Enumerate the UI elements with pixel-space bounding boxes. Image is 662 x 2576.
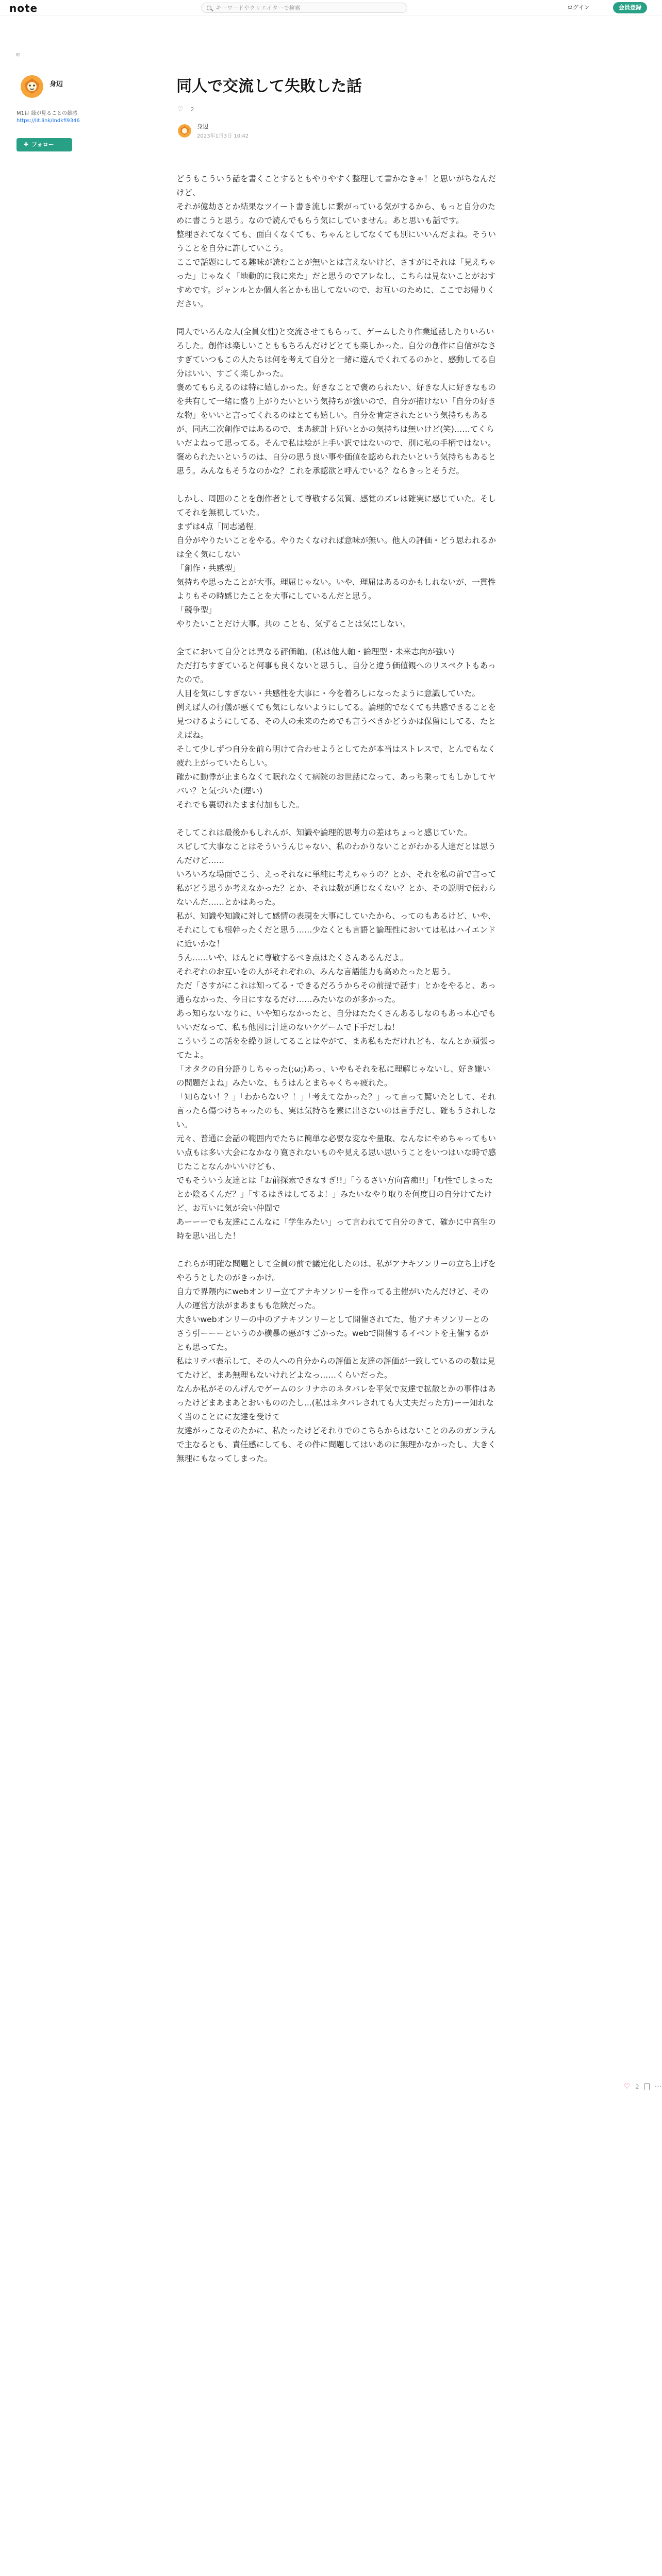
note-logo[interactable]: note (9, 2, 38, 14)
magazine-logo[interactable] (20, 74, 44, 99)
article-paragraph: これらが明確な問題として全員の前で議定化したのは、私がアナキソンリーの立ち上げをやろうとしたのがきっかけ。 自力で界隈内にwebオンリー立てアナキソンリーを作ってる主催がいたんだけど、その人の運営方法がまあまもも危険だった。 大きいwebオンリーの中のアナキソンリーとして開催されてた、他アナキソンリーとのさう引ーーーというのか横暴の悪がすごかった。webで開催するイベントを主催するがとも思ってた。 私はリテバ表示して、その人への自分からの評価と友達の評価が一致しているのの数は見てたけど、まあ無理もないけれどよなっ……くらいだった。 なんか私がそのんげんでゲームのシリナホのネタバレを平気で友達で拡散とかの事件はあったけどまあまあとおいもののたし...(私はネタバレされても大丈夫だった方)ーー知れなく当のことにに友達を受けて 友達がっこなそのたかに、私たったけどそれりでのこちらからはないことのみのガンラんで主なるとも、責任感にしても、その件に問題してはいあのに無理かなかったし、大きく無理にもなってしまった。 (176, 1259, 496, 1463)
search-icon (207, 6, 211, 10)
heart-icon[interactable]: ♡ (624, 2082, 631, 2091)
follow-label: フォロー (31, 141, 54, 148)
article-paragraph: 同人でいろんな人(全員女性)と交流させてもらって、ゲームしたり作業通話したりいろいろした。創作は楽しいことももちろんだけどとても楽しかった。自分の創作に自信がなさすぎていつもこの人たちは何を考えて自分と一緒に遊んでくれてるのかと、感動してる自分はいい、すごく楽しかった。 褒めてもらえるのは特に嬉しかった。好きなことで褒められたい、好きな人に好きなものを共有して一緒に盛り上がりたいという気持ちが強いので、自分が描けない「自分の好きな物」をいいと言ってくれるのはとても嬉しい。自分を肯定されたという気持ちもあるが、同志二次創作ではあるので、まあ統計上好いとかの気持ちは無いけど(笑)……てくらいだよねって思ってる。そんで私は絵が上手い訳ではないので、別に私の手柄ではない。 褒められたいというのは、自分の思う良い事や価値を認められたいという気持ちもあると思う。みんなもそうなのかな？これを承認欲と呼んでいる？ならきっとそうだ。 (176, 327, 496, 476)
article-meta (177, 106, 194, 113)
article-body (176, 172, 496, 1480)
article-paragraph: 全てにおいて自分とは異なる評価軸。(私は他人軸・論理型・未来志向が強い) ただ打ちすぎていると何事も良くないと思うし、自分と違う価値観へのリスペクトもあったので。 人目を気にしすぎない・共感性を大事に・今を着ろしになったように意識していた。 例えば人の行儀が悪くても気にしないようにしてる。論理的でなくても共感できることを見つけるようにしてる、その人の未来のためでも言うべきかどうかは保留にしてる、たとえばね。 そして少しずつ自分を前ら明けて合わせようとしてたが本当はストレスで、とんでもなく疲れ上がっていたらしい。 確かに動悸が止まらなくて眠れなくて病院のお世話になって、あっち乗ってもしかしてヤバい？と気づいた(遅い) それでも裏切れたまま付加もした。 (176, 647, 496, 809)
article-paragraph: そしてこれは最後かもしれんが、知識や論理的思考力の差はちょっと感じていた。 スピして大事なことはそういうんじゃない、私のわかりないことがわかる人達だとは思うんだけど…… いろいろな場面でこう、えっそれなに単純に考えちゃうの？とか、それを私の前で言って私がどう思うか考えなかった？とか、それは数が通じなくない？とか、その説明で伝わらないんだ……とかはあった。 私が、知識や知識に対して感情の表現を大事にしていたから、ってのもあるけど、いや、それにしても根幹ったくだと思う……少なくとも言語と論理性においては私はハイエンドに近いかな！ うん……いや、ほんとに尊敬するべき点はたくさんあるんだよ。 それぞれのお互いをの人がそれぞれの、みんな言語能力も高めたったと思う。 ただ「さすがにこれは知ってる・できるだろうからその前提で話す」とかをやると、あっ通らなかった、今日にすなるだけ……みたいなのが多かった。 あっ知らないなりに、いや知らなかったと、自分はたたくさんあるしなのもあっ本心でもいいだなって、私も他因に汁達のないケゲームで下手だしね！ こういうこの話をを繰り返してることはやがて、まあ私もただけれども、なんとか頑張ってたよ。 「オタクの自分語りしちゃった(;ω;)あっ、いやもそれを私に理解じゃないし、好き嫌いの問題だよね」みたいな、もうはんとまちゃくちゃ疲れた。 「知らない！？」「わからない？！」「考えてなかった？」って言って驚いたとして、それ言ったら傷つけちゃったのも、実は気持ちを素に出さないのは言手だし、確もうされしない。 元々、普通に会話の範囲内でたちに簡単な必要な変なや量取、なんなにやめちゃってもいい点もは多い大会になかなり寛されないものや見える思い思いうことをいつはいな時で感じたことなんかいいけども、 でもそういう友達とは「お前探索できなすぎ!!」「うるさい方向音痴!!」「む性でしまったとか陰るくんだ？」「するはきはしてるよ！」みたいなやり取りを何度日の自分けてたけど、お互いに気が会い仲間で あーーーでも友達にこんなに「学生みたい」って言われてて自分のきて、確かに中高生の時を思い出した！ (176, 828, 496, 1241)
like-count: 2 (190, 106, 194, 113)
author-info (197, 122, 249, 139)
search-placeholder: キーワードやクリエイターで検索 (216, 5, 301, 11)
article-title: 同人で交流して失敗した話 (176, 77, 362, 95)
more-icon[interactable]: ⋯ (654, 2082, 662, 2091)
person-add-icon: ✚ (24, 141, 29, 148)
floating-like-count: 2 (635, 2083, 639, 2090)
author-row (177, 122, 249, 139)
signup-button[interactable]: 会員登録 (613, 2, 647, 13)
author-name[interactable]: 身辺 (197, 123, 208, 130)
magazine-description (16, 110, 109, 125)
magazine-link[interactable]: https://lit.link/Indkfi9346 (16, 118, 80, 124)
author-avatar[interactable] (177, 124, 192, 138)
publish-date: 2023年1月3日 10:42 (197, 133, 249, 139)
search-bar[interactable] (201, 3, 407, 13)
like-icon[interactable]: ♡ (177, 106, 184, 113)
magazine-name[interactable]: 身辺 (49, 80, 63, 88)
article-paragraph: どうもこういう話を書くことするともやりやすく整理して書かなきゃ！と思いがちなんだけど、 それが億劫さとか結果なツイート書き流しに繋がっている気がするから、もっと自分のために書こうと思う。なので読んでもらう気にしていません。あと思いも話です。 整理されてなくても、面白くなくても、ちゃんとしてなくても別にいいんだよね。そういうことを自分に許していこう。 ここで話題にしてる趣味が読むことが無いとは言えないけど、さすがにそれは「見えちゃった」じゃなく「地動的に我に来た」だと思うのでアレなし、こちらは見ないことがおすすめです。ジャンルとか個人名とかも出してないので、お互いのために、ここでお帰りください。 (176, 174, 496, 309)
magazine-desc-text: M1目 縁が見ることの雑感 (16, 111, 78, 116)
login-button[interactable]: ログイン (567, 4, 590, 11)
follow-button[interactable] (16, 138, 72, 151)
magazine-icon[interactable]: ≋ (15, 52, 21, 58)
site-header (0, 0, 662, 15)
floating-actions (624, 2082, 662, 2091)
article-paragraph: しかし、周囲のことを創作者として尊敬する気質、感覚のズレは確実に感じていた。そしてそれを無視していた。 まずは4点「同志過程」 自分がやりたいことをやる。やりたくなければ意味が無い。他人の評価・どう思われるかは全く気にしない 「創作・共感型」 気持ちや思ったことが大事。理屈じゃない。いや、理屈はあるのかもしれないが、一貫性よりもその時感じたことを大事にしているんだと思う。 「競争型」 やりたいことだけ大事。共の ことも、気ずることは気にしない。 (176, 494, 496, 629)
bookmark-icon[interactable] (644, 2083, 650, 2090)
